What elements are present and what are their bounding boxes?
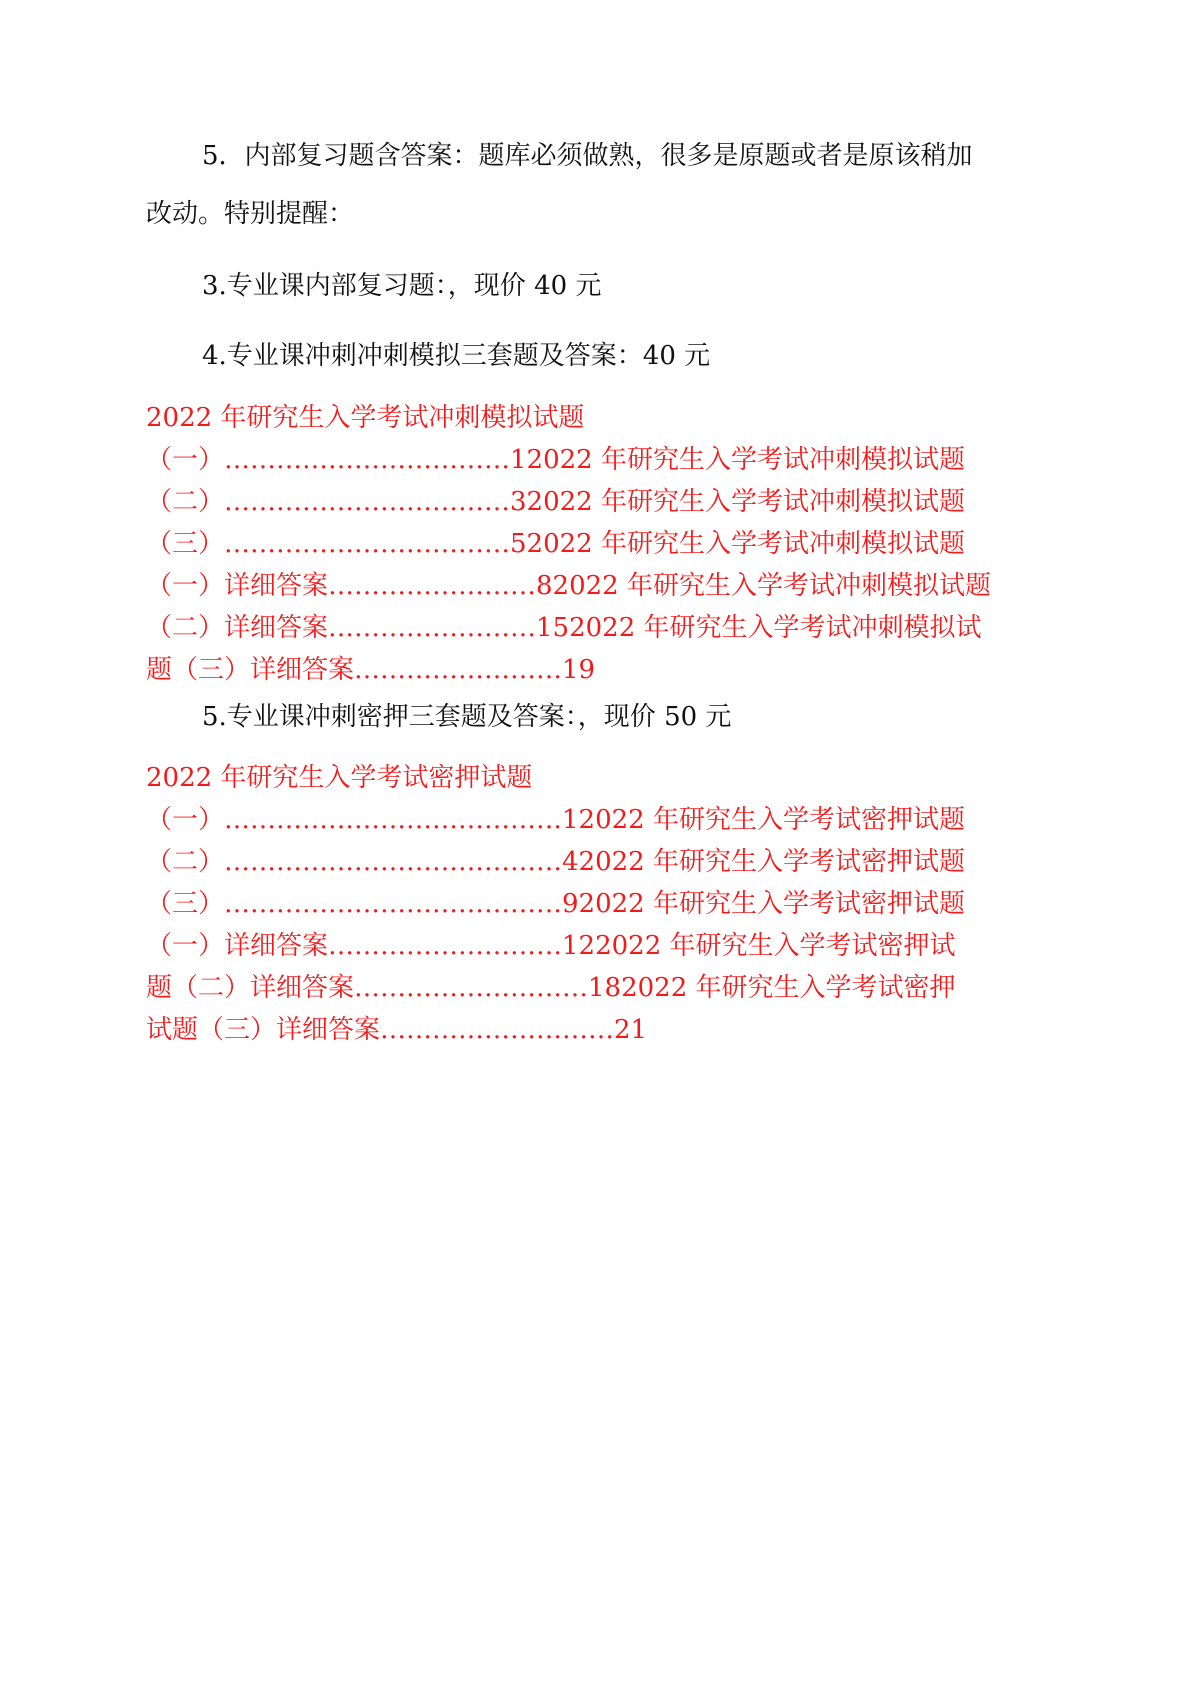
toc-line: 题（三）详细答案……………………19 — [146, 655, 596, 685]
toc-line: （一）……………………………12022 年研究生入学考试冲刺模拟试题 — [146, 445, 965, 475]
toc-line: 2022 年研究生入学考试密押试题 — [146, 763, 533, 793]
toc-line: （二）详细答案……………………152022 年研究生入学考试冲刺模拟试 — [146, 613, 982, 643]
toc-line: （三）……………………………52022 年研究生入学考试冲刺模拟试题 — [146, 529, 965, 559]
toc-line: （三）…………………………………92022 年研究生入学考试密押试题 — [146, 889, 965, 919]
toc-line: 2022 年研究生入学考试冲刺模拟试题 — [146, 403, 585, 433]
toc-line: （二）…………………………………42022 年研究生入学考试密押试题 — [146, 847, 965, 877]
paragraph-review-questions-line1: 5．内部复习题含答案：题库必须做熟，很多是原题或者是原该稍加 — [202, 141, 973, 171]
toc-line: （一）详细答案……………………82022 年研究生入学考试冲刺模拟试题 — [146, 571, 991, 601]
toc-line: （一）详细答案………………………122022 年研究生入学考试密押试 — [146, 931, 956, 961]
toc-line: 题（二）详细答案………………………182022 年研究生入学考试密押 — [146, 973, 956, 1003]
paragraph-price-review: 3.专业课内部复习题：，现价 40 元 — [202, 271, 602, 301]
toc-line: （二）……………………………32022 年研究生入学考试冲刺模拟试题 — [146, 487, 965, 517]
toc-secret-exams — [146, 757, 1046, 1051]
paragraph-price-mock: 4.专业课冲刺冲刺模拟三套题及答案：40 元 — [202, 341, 711, 371]
paragraph-price-secret: 5.专业课冲刺密押三套题及答案：，现价 50 元 — [202, 702, 732, 732]
toc-line: 试题（三）详细答案………………………21 — [146, 1015, 648, 1045]
toc-line: （一）…………………………………12022 年研究生入学考试密押试题 — [146, 805, 965, 835]
toc-mock-exams — [146, 397, 1046, 691]
paragraph-review-questions-line2: 改动。特别提醒： — [146, 199, 355, 229]
